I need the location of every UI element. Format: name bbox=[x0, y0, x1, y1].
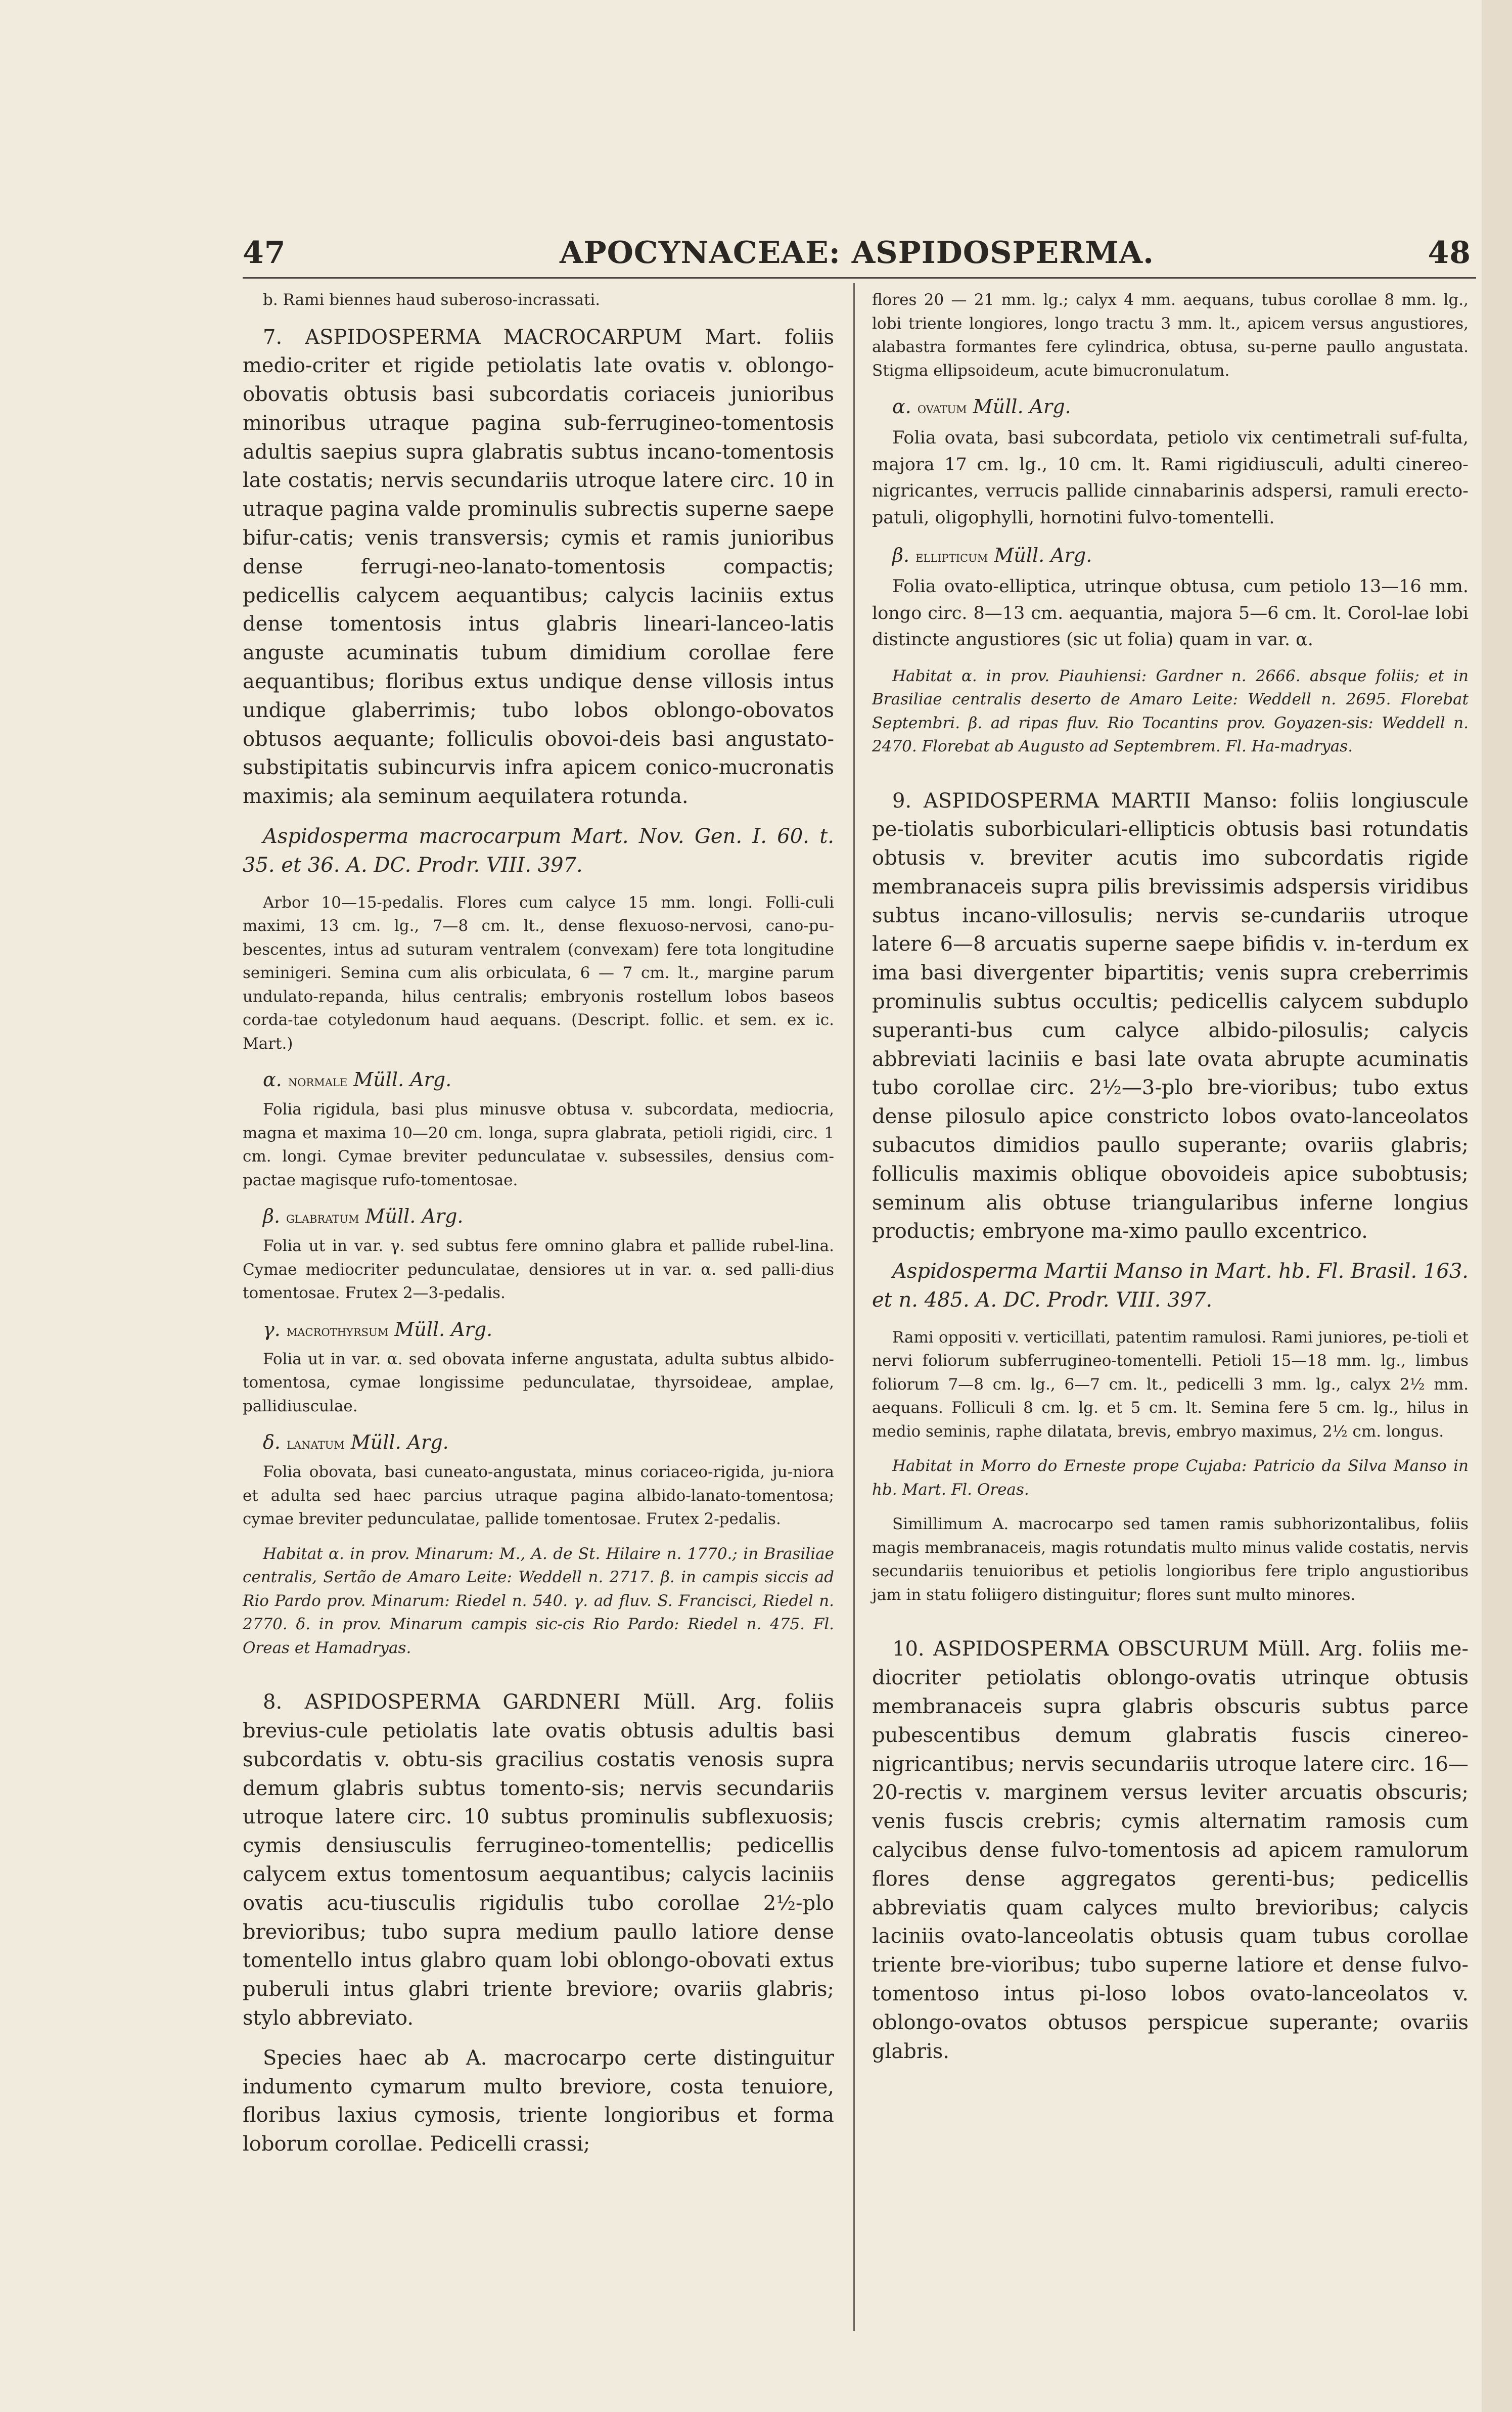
species-7-habitat: Habitat α. in prov. Minarum: M., A. de St. Hilaire n. 1770.; in Brasiliae centralis, Sertão de Amaro Leite: Weddell n. 2717. β. in campis siccis ad Rio Pardo prov. Minarum: Riedel n. 540. γ. ad fluv. S. Francisci, Riedel n. 2770. δ. in prov. Minarum campis sic-cis Rio Pardo: Riedel n. 475. Fl. Oreas et Hamadryas. bbox=[243, 1544, 834, 1657]
variety-alpha-text: Folia rigidula, basi plus minusve obtusa v. subcordata, mediocria, magna et maxima 10—20 cm. longa, supra glabrata, petioli rigidi, circ. 1 cm. longi. Cymae breviter pedunculatae v. subsessiles, densius com-pactae magisque rufo-tomentosae. bbox=[243, 1100, 834, 1189]
variety-gamma-text: Folia ut in var. α. sed obovata inferne angustata, adulta subtus albido-tomentosa, cymae longissime pedunculatae, thyrsoideae, amplae, pallidiusculae. bbox=[243, 1350, 834, 1415]
header-rule bbox=[243, 277, 1476, 279]
species-9-citation: Aspidosperma Martii Manso in Mart. hb. Fl. Brasil. 163. et n. 485. A. DC. Prodr. VIII. 397. bbox=[872, 1260, 1469, 1312]
section-subhead: b. Rami biennes haud suberoso-incrassati. bbox=[263, 291, 601, 309]
species-8-continuation: flores 20 — 21 mm. lg.; calyx 4 mm. aequans, tubus corollae 8 mm. lg., lobi triente longiores, longo tractu 3 mm. lt., apicem versus angustiores, alabastra formantes fere cylindrica, obtusa, su-perne paullo angustata. Stigma ellipsoideum, acute bimucronulatum. bbox=[872, 291, 1469, 380]
column-divider bbox=[853, 283, 855, 2331]
variety-gamma-heading: γ. macrothyrsum Müll. Arg. bbox=[263, 1318, 493, 1341]
species-9-description: 9. ASPIDOSPERMA MARTII Manso: foliis longiuscule pe-tiolatis suborbiculari-ellipticis obtusis basi rotundatis obtusis v. breviter acutis imo subcordatis rigide membranaceis supra pilis brevissimis adspersis viridibus subtus incano-villosulis; nervis se-cundariis utroque latere 6—8 arcuatis superne saepe bifidis v. in-terdum ex ima basi divergenter bipartitis; venis supra creberrimis prominulis subtus occultis; pedicellis calycem subduplo superanti-bus cum calyce albido-pilosulis; calycis abbreviati laciniis e basi late ovata abrupte acuminatis tubo corollae circ. 2½—3-plo bre-vioribus; tubo extus dense pilosulo apice constricto lobos ovato-lanceolatos subacutos dimidios paullo superante; ovariis glabris; folliculis maximis oblique obovoideis apice subobtusis; seminum alis obtuse triangularibus inferne longius productis; embryone ma-ximo paullo excentrico. bbox=[872, 789, 1469, 1243]
variety-alpha-heading: α. normale Müll. Arg. bbox=[263, 1068, 452, 1091]
species-7-description: 7. ASPIDOSPERMA MACROCARPUM Mart. foliis medio-criter et rigide petiolatis late ovatis v. oblongo-obovatis obtusis basi subcordatis coriaceis junioribus minoribus utraque pagina sub-ferrugineo-tomentosis adultis saepius supra glabratis subtus incano-tomentosis late costatis; nervis secundariis utroque latere circ. 10 in utraque pagina valde prominulis subrectis superne saepe bifur-catis; venis transversis; cymis et ramis junioribus dense ferrugi-neo-lanato-tomentosis compactis; pedicellis calycem aequantibus; calycis laciniis extus dense tomentosis intus glabris lineari-lanceo-latis anguste acuminatis tubum dimidium corollae fere aequantibus; floribus extus undique dense villosis intus undique glaberrimis; tubo lobos oblongo-obovatos obtusos aequante; folliculis obovoi-deis basi angustato-substipitatis subincurvis infra apicem conico-mucronatis maximis; ala seminum aequilatera rotunda. bbox=[243, 325, 834, 809]
variety-beta-text-right: Folia ovato-elliptica, utrinque obtusa, cum petiolo 13—16 mm. longo circ. 8—13 cm. aequantia, majora 5—6 cm. lt. Corol-lae lobi distincte angustiores (sic ut folia) quam in var. α. bbox=[872, 576, 1469, 650]
right-column bbox=[872, 288, 1469, 2077]
species-10-description: 10. ASPIDOSPERMA OBSCURUM Müll. Arg. foliis me-diocriter petiolatis oblongo-ovatis utrinque obtusis membranaceis supra glabris obscuris subtus parce pubescentibus demum glabratis fuscis cinereo-nigricantibus; nervis secundariis utroque latere circ. 16—20-rectis v. marginem versus leviter arcuatis obscuris; venis fuscis crebris; cymis alternatim ramosis cum calycibus dense fulvo-tomentosis ad apicem ramulorum flores dense aggregatos gerenti-bus; pedicellis abbreviatis quam calyces multo brevioribus; calycis laciniis ovato-lanceolatis obtusis quam tubus corollae triente bre-vioribus; tubo superne latiore et dense fulvo-tomentoso intus pi-loso lobos ovato-lanceolatos v. oblongo-ovatos obtusos perspicue superante; ovariis glabris. bbox=[872, 1637, 1469, 2063]
species-8-note: Species haec ab A. macrocarpo certe distinguitur indumento cymarum multo breviore, costa tenuiore, floribus laxius cymosis, triente longioribus et forma loborum corollae. Pedicelli crassi; bbox=[243, 2046, 834, 2156]
species-7-notes: Arbor 10—15-pedalis. Flores cum calyce 15 mm. longi. Folli-culi maximi, 13 cm. lg., 7—8 cm. lt., dense flexuoso-nervosi, cano-pu-bescentes, intus ad suturam ventralem (convexam) fere tota longitudine seminigeri. Semina cum alis orbiculata, 6 — 7 cm. lt., margine parum undulato-repanda, hilus centralis; embryonis rostellum lobos baseos corda-tae cotyledonum haud aequans. (Descript. follic. et sem. ex ic. Mart.) bbox=[243, 893, 834, 1053]
left-column bbox=[243, 288, 834, 2170]
variety-beta-heading-right: β. ellipticum Müll. Arg. bbox=[892, 544, 1092, 566]
scan-edge bbox=[1482, 0, 1512, 2412]
species-8-description: 8. ASPIDOSPERMA GARDNERI Müll. Arg. foliis brevius-cule petiolatis late ovatis obtusis adultis basi subcordatis v. obtu-sis gracilius costatis venosis supra demum glabris subtus tomento-sis; nervis secundariis utroque latere circ. 10 subtus prominulis subflexuosis; cymis densiusculis ferrugineo-tomentellis; pedicellis calycem extus tomentosum aequantibus; calycis laciniis ovatis acu-tiusculis rigidulis tubo corollae 2½-plo brevioribus; tubo supra medium paullo latiore dense tomentello intus glabro quam lobi oblongo-obovati extus puberuli intus glabri triente breviore; ovariis glabris; stylo abbreviato. bbox=[243, 1690, 834, 2030]
running-header bbox=[243, 230, 1471, 271]
running-title: APOCYNACEAE: ASPIDOSPERMA. bbox=[560, 235, 1154, 271]
species-7-citation: Aspidosperma macrocarpum Mart. Nov. Gen. I. 60. t. 35. et 36. A. DC. Prodr. VIII. 397. bbox=[243, 825, 834, 877]
variety-alpha-text-right: Folia ovata, basi subcordata, petiolo vix centimetrali suf-fulta, majora 17 cm. lg., 10 cm. lt. Rami rigidiusculi, adulti cinereo-nigricantes, verrucis pallide cinnabarinis adspersi, ramuli erecto-patuli, oligophylli, hornotini fulvo-tomentelli. bbox=[872, 428, 1469, 528]
variety-beta-heading: β. glabratum Müll. Arg. bbox=[263, 1205, 464, 1228]
species-9-habitat: Habitat in Morro do Erneste prope Cujaba: Patricio da Silva Manso in hb. Mart. Fl. Oreas. bbox=[872, 1457, 1469, 1499]
left-page-number: 47 bbox=[243, 235, 286, 271]
species-9-remark: Simillimum A. macrocarpo sed tamen ramis subhorizontalibus, foliis magis membranaceis, magis rotundatis multo minus valide costatis, nervis secundariis tenuioribus et petiolis longioribus fere triplo angustioribus jam in statu foliigero distinguitur; flores sunt multo minores. bbox=[872, 1515, 1469, 1604]
species-9-notes: Rami oppositi v. verticillati, patentim ramulosi. Rami juniores, pe-tioli et nervi foliorum subferrugineo-tomentelli. Petioli 15—18 mm. lg., limbus foliorum 7—8 cm. lg., 6—7 cm. lt., pedicelli 3 mm. lg., calyx 2½ mm. aequans. Folliculi 8 cm. lg. et 5 cm. lt. Semina fere 5 cm. lg., hilus in medio seminis, raphe dilatata, brevis, embryo maximus, 2½ cm. longus. bbox=[872, 1328, 1469, 1441]
variety-delta-heading: δ. lanatum Müll. Arg. bbox=[263, 1431, 449, 1454]
variety-alpha-heading-right: α. ovatum Müll. Arg. bbox=[892, 395, 1071, 418]
variety-delta-text: Folia obovata, basi cuneato-angustata, minus coriaceo-rigida, ju-niora et adulta sed haec parcius utraque pagina albido-lanato-tomentosa; cymae breviter pedunculatae, pallide tomentosae. Frutex 2-pedalis. bbox=[243, 1463, 834, 1529]
species-8-habitat: Habitat α. in prov. Piauhiensi: Gardner n. 2666. absque foliis; et in Brasiliae centralis deserto de Amaro Leite: Weddell n. 2695. Florebat Septembri. β. ad ripas fluv. Rio Tocantins prov. Goyazen-sis: Weddell n. 2470. Florebat ab Augusto ad Septembrem. Fl. Ha-madryas. bbox=[872, 666, 1469, 755]
variety-beta-text: Folia ut in var. γ. sed subtus fere omnino glabra et pallide rubel-lina. Cymae mediocriter pedunculatae, densiores ut in var. α. sed palli-dius tomentosae. Frutex 2—3-pedalis. bbox=[243, 1237, 834, 1303]
right-page-number: 48 bbox=[1428, 235, 1471, 271]
